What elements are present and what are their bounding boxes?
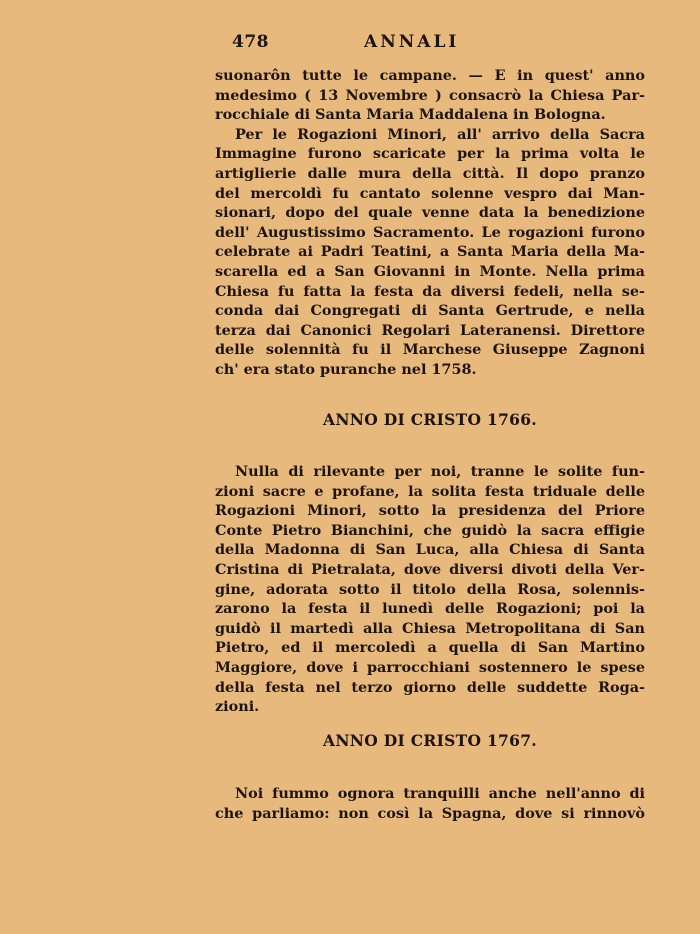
text-line: gine, adorata sotto il titolo della Rosa, solennis- <box>215 580 645 598</box>
text-line: sionari, dopo del quale venne data la benedizione <box>215 204 645 222</box>
text-line: che parliamo: non così la Spagna, dove si rinnovò <box>215 804 645 822</box>
text-line: Per le Rogazioni Minori, all' arrivo della Sacra <box>235 125 645 143</box>
section-heading-1767: ANNO DI CRISTO 1767. <box>323 731 537 750</box>
text-line: dell' Augustissimo Sacramento. Le rogazioni furono <box>215 223 645 241</box>
text-line: scarella ed a San Giovanni in Monte. Nella prima <box>215 262 645 280</box>
text-line: Maggiore, dove i parrocchiani sostennero le spese <box>215 658 645 676</box>
page-number: 478 <box>232 32 269 52</box>
text-line: Cristina di Pietralata, dove diversi divoti della Ver- <box>215 560 645 578</box>
text-line: medesimo ( 13 Novembre ) consacrò la Chiesa Par- <box>215 86 645 104</box>
text-line: Chiesa fu fatta la festa da diversi fedeli, nella se- <box>215 282 645 300</box>
running-title: ANNALI <box>364 32 460 52</box>
text-line: suonarôn tutte le campane. — E in quest' anno <box>215 67 645 84</box>
text-line: artiglierie dalle mura della città. Il dopo pranzo <box>215 164 645 182</box>
text-line: Pietro, ed il mercoledì a quella di San Martino <box>215 639 645 657</box>
text-line: rocchiale di Santa Maria Maddalena in Bologna. <box>215 106 606 124</box>
text-line: terza dai Canonici Regolari Lateranensi. Direttore <box>215 321 645 339</box>
text-line: zarono la festa il lunedì delle Rogazioni; poi la <box>215 600 645 618</box>
text-line: conda dai Congregati di Santa Gertrude, e nella <box>215 302 645 320</box>
paragraph-block-2 <box>215 462 645 717</box>
text-line: della festa nel terzo giorno delle suddette Roga- <box>215 678 645 696</box>
text-line: guidò il martedì alla Chiesa Metropolitana di San <box>215 619 645 637</box>
text-line: delle solennità fu il Marchese Giuseppe Zagnoni <box>215 341 645 359</box>
text-line: zioni. <box>215 698 260 716</box>
text-line: del mercoldì fu cantato solenne vespro dai Man- <box>215 184 645 202</box>
text-line: Rogazioni Minori, sotto la presidenza del Priore <box>215 502 645 520</box>
text-line: Noi fummo ognora tranquilli anche nell'anno di <box>235 785 645 802</box>
text-line: ch' era stato puranche nel 1758. <box>215 360 477 378</box>
text-line: Nulla di rilevante per noi, tranne le solite fun- <box>235 463 645 480</box>
page-header <box>232 32 492 54</box>
text-line: Immagine furono scaricate per la prima volta le <box>215 145 645 163</box>
text-line: celebrate ai Padri Teatini, a Santa Maria della Ma- <box>215 243 645 261</box>
text-line: Conte Pietro Bianchini, che guidò la sacra effigie <box>215 521 645 539</box>
section-heading-1766: ANNO DI CRISTO 1766. <box>323 410 537 429</box>
text-line: della Madonna di San Luca, alla Chiesa di Santa <box>215 541 645 559</box>
paragraph-block-3 <box>215 784 645 823</box>
text-line: zioni sacre e profane, la solita festa triduale delle <box>215 482 645 500</box>
paragraph-block-1 <box>215 66 645 380</box>
